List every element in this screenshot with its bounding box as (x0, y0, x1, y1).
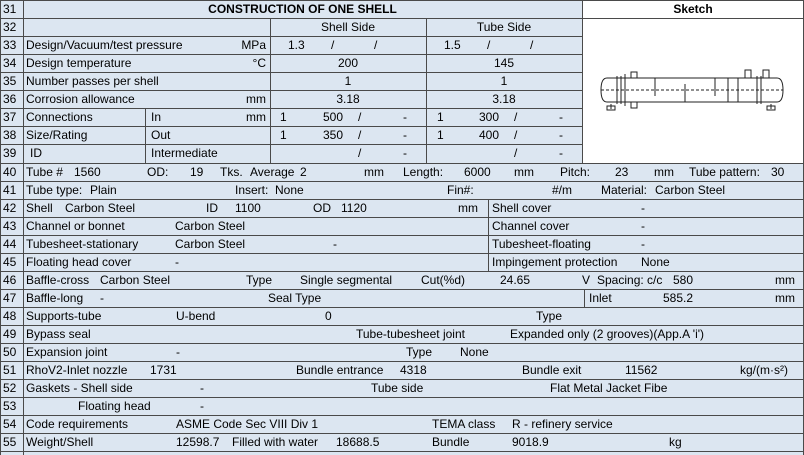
bundle-exit: 11562 (625, 363, 658, 377)
grid-line (0, 0, 1, 455)
slash: / (487, 38, 491, 52)
size-rating-label: Size/Rating (26, 128, 88, 142)
tubesheet-floating-label: Tubesheet-floating (492, 237, 591, 251)
row-number: 48 (3, 309, 17, 323)
grid-line (145, 108, 146, 163)
channel-label: Channel or bonnet (26, 219, 125, 233)
pressure-label: Design/Vacuum/test pressure (26, 38, 183, 52)
baffle-cross-material: Carbon Steel (100, 273, 171, 287)
shell-passes: 1 (344, 74, 352, 88)
tubesheet-stationary-extra: - (333, 237, 337, 251)
sketch-title: Sketch (673, 2, 713, 16)
weight-unit: kg (669, 435, 682, 449)
tube-pattern: 30 (771, 165, 785, 179)
bundle-weight: 9018.9 (512, 435, 549, 449)
gaskets-tube: Flat Metal Jacket Fibe (550, 381, 668, 395)
shell-cover: - (641, 201, 645, 215)
bundle-label: Bundle (432, 435, 470, 449)
tube-length-label: Length: (403, 165, 444, 179)
dash: - (559, 146, 563, 160)
grid-line (488, 199, 489, 271)
shell-id: 1100 (235, 201, 261, 215)
row-number: 51 (3, 363, 17, 377)
baffle-type: Single segmental (300, 273, 393, 287)
bypass-seal-label: Bypass seal (26, 327, 91, 341)
gaskets-floating-label: Floating head (78, 399, 151, 413)
row-number: 31 (3, 2, 17, 16)
baffle-cut-label: Cut(%d) (421, 273, 466, 287)
spacing-unit: mm (775, 273, 795, 287)
connections-label: Connections (26, 110, 93, 124)
bundle-entrance-label: Bundle entrance (296, 363, 384, 377)
tube-length: 6000 (464, 165, 491, 179)
tube-corrosion: 3.18 (492, 92, 516, 106)
gaskets-shell: - (200, 381, 204, 395)
spacing: 580 (673, 273, 694, 287)
row-number: 49 (3, 327, 17, 341)
row-number: 38 (3, 128, 17, 142)
baffle-type-label: Type (246, 273, 273, 287)
tube-in-size: 300 (479, 110, 500, 124)
grid-line (0, 144, 582, 145)
tube-pitch-label: Pitch: (560, 165, 591, 179)
rhov2-unit: kg/(m·s²) (740, 363, 788, 377)
supports-label: Supports-tube (26, 309, 102, 323)
slash: / (514, 146, 518, 160)
row-number: 44 (3, 237, 17, 251)
tube-passes: 1 (500, 74, 508, 88)
row-number: 55 (3, 435, 17, 449)
gaskets-floating: - (200, 399, 204, 413)
row-number: 53 (3, 399, 17, 413)
in-label: In (151, 110, 162, 124)
row-number: 39 (3, 146, 17, 160)
dash: - (403, 110, 407, 124)
tube-tks: 2 (300, 165, 307, 179)
shell-unit: mm (458, 201, 478, 215)
intermediate-label: Intermediate (151, 146, 218, 160)
shell-material: Carbon Steel (65, 201, 136, 215)
weight-label: Weight/Shell (26, 435, 94, 449)
tubesheet-floating: - (641, 237, 645, 251)
fin-label: Fin#: (447, 183, 474, 197)
grid-line (0, 433, 804, 434)
grid-line (0, 307, 804, 308)
inlet-label: Inlet (589, 291, 612, 305)
tema-label: TEMA class (432, 417, 496, 431)
grid-line (582, 0, 583, 163)
dash: - (403, 146, 407, 160)
insert-label: Insert: (235, 183, 269, 197)
slash: / (514, 128, 518, 142)
slash: / (358, 146, 362, 160)
code-label: Code requirements (26, 417, 129, 431)
insert: None (275, 183, 304, 197)
supports-type-label: Type (536, 309, 563, 323)
tube-side-header: Tube Side (476, 20, 532, 34)
row-number: 52 (3, 381, 17, 395)
shell-corrosion: 3.18 (336, 92, 360, 106)
temperature-unit: °C (252, 56, 266, 70)
grid-line (0, 163, 804, 164)
row-number: 33 (3, 38, 17, 52)
dash: - (559, 128, 563, 142)
pressure-unit: MPa (241, 38, 266, 52)
slash: / (530, 38, 534, 52)
spacing-label: Spacing: c/c (597, 273, 663, 287)
seal-type-label: Seal Type (268, 291, 322, 305)
sketch-title-line (582, 18, 804, 19)
impingement-label: Impingement protection (492, 255, 618, 269)
tube-material-label: Material: (601, 183, 648, 197)
slash: / (358, 110, 362, 124)
shell-out-count: 1 (280, 128, 287, 142)
tube-tks-unit: mm (364, 165, 384, 179)
water-label: Filled with water (232, 435, 319, 449)
impingement: None (641, 255, 670, 269)
expansion-joint-label: Expansion joint (26, 345, 108, 359)
tube-pressure: 1.5 (444, 38, 461, 52)
shell-od: 1120 (341, 201, 367, 215)
baffle-long: - (100, 291, 104, 305)
shell-cover-label: Shell cover (492, 201, 552, 215)
tube-od-label: OD: (147, 165, 169, 179)
row-number: 34 (3, 56, 17, 70)
weight: 12598.7 (176, 435, 220, 449)
shell-pressure: 1.3 (288, 38, 305, 52)
tube-out-size: 400 (479, 128, 500, 142)
row-number: 54 (3, 417, 17, 431)
code: ASME Code Sec VIII Div 1 (176, 417, 319, 431)
dash: - (403, 128, 407, 142)
tube-type: Plain (90, 183, 117, 197)
shell-label: Shell (26, 201, 53, 215)
slash: / (331, 38, 335, 52)
channel-cover: - (641, 219, 645, 233)
slash: / (514, 110, 518, 124)
ubend: 0 (325, 309, 332, 323)
baffle-long-label: Baffle-long (26, 291, 84, 305)
gaskets-tube-label: Tube side (371, 381, 424, 395)
fin-unit: #/m (552, 183, 573, 197)
shell-temperature: 200 (337, 56, 359, 70)
expansion-type: None (460, 345, 489, 359)
floating-head-cover: - (175, 255, 179, 269)
expansion-type-label: Type (406, 345, 433, 359)
tube-tks-average: Average (250, 165, 295, 179)
tubesheet-stationary-label: Tubesheet-stationary (26, 237, 139, 251)
corrosion-unit: mm (246, 92, 266, 106)
out-label: Out (151, 128, 171, 142)
shell-out-size: 350 (323, 128, 344, 142)
tube-tks-label: Tks. (220, 165, 243, 179)
row-number: 45 (3, 255, 17, 269)
row-number: 47 (3, 291, 17, 305)
baffle-cut-v: V (582, 273, 591, 287)
tube-out-count: 1 (437, 128, 444, 142)
tubesheet-stationary: Carbon Steel (175, 237, 246, 251)
channel-material: Carbon Steel (175, 219, 246, 233)
shell-side-header: Shell Side (320, 20, 376, 34)
ubend-label: U-bend (176, 309, 216, 323)
inlet: 585.2 (663, 291, 694, 305)
slash: / (374, 38, 378, 52)
joint: Expanded only (2 grooves)(App.A 'i') (510, 327, 705, 341)
grid-line (584, 289, 585, 307)
expansion-joint: - (176, 345, 180, 359)
bundle-exit-label: Bundle exit (522, 363, 582, 377)
shell-od-label: OD (313, 201, 331, 215)
corrosion-label: Corrosion allowance (26, 92, 135, 106)
connections-unit: mm (246, 110, 266, 124)
tube-pattern-label: Tube pattern: (689, 165, 760, 179)
row-number: 43 (3, 219, 17, 233)
row-number: 46 (3, 273, 17, 287)
grid-line (0, 343, 804, 344)
row-number: 50 (3, 345, 17, 359)
rhov2-inlet: 1731 (150, 363, 177, 377)
channel-cover-label: Channel cover (492, 219, 570, 233)
grid-line (23, 0, 24, 455)
tube-number-label: Tube # (26, 165, 63, 179)
id-label: ID (30, 146, 42, 160)
tube-material: Carbon Steel (655, 183, 726, 197)
tube-length-unit: mm (514, 165, 534, 179)
gaskets-label: Gaskets - Shell side (26, 381, 133, 395)
grid-line (0, 451, 804, 452)
exchanger-sketch (595, 66, 785, 112)
tube-number: 1560 (74, 165, 101, 179)
shell-id-label: ID (206, 201, 218, 215)
row-number: 42 (3, 201, 17, 215)
tube-in-count: 1 (437, 110, 444, 124)
row-number: 32 (3, 20, 17, 34)
section-title: CONSTRUCTION OF ONE SHELL (208, 2, 397, 16)
tube-type-label: Tube type: (26, 183, 83, 197)
joint-label: Tube-tubesheet joint (356, 327, 465, 341)
dash: - (559, 110, 563, 124)
inlet-unit: mm (775, 291, 795, 305)
floating-head-cover-label: Floating head cover (26, 255, 132, 269)
baffle-cross-label: Baffle-cross (26, 273, 90, 287)
tema: R - refinery service (512, 417, 613, 431)
rhov2-label: RhoV2-Inlet nozzle (26, 363, 128, 377)
row-number: 40 (3, 165, 17, 179)
baffle-cut: 24.65 (500, 273, 531, 287)
tube-pitch: 23 (615, 165, 629, 179)
temperature-label: Design temperature (26, 56, 132, 70)
passes-label: Number passes per shell (26, 74, 159, 88)
row-number: 36 (3, 92, 17, 106)
water: 18688.5 (336, 435, 380, 449)
row-number: 41 (3, 183, 17, 197)
row-number: 37 (3, 110, 17, 124)
row-number: 35 (3, 74, 17, 88)
tube-pitch-unit: mm (654, 165, 674, 179)
bundle-entrance: 4318 (400, 363, 427, 377)
tube-temperature: 145 (493, 56, 515, 70)
tube-od: 19 (190, 165, 204, 179)
shell-in-count: 1 (280, 110, 287, 124)
slash: / (358, 128, 362, 142)
shell-in-size: 500 (323, 110, 344, 124)
